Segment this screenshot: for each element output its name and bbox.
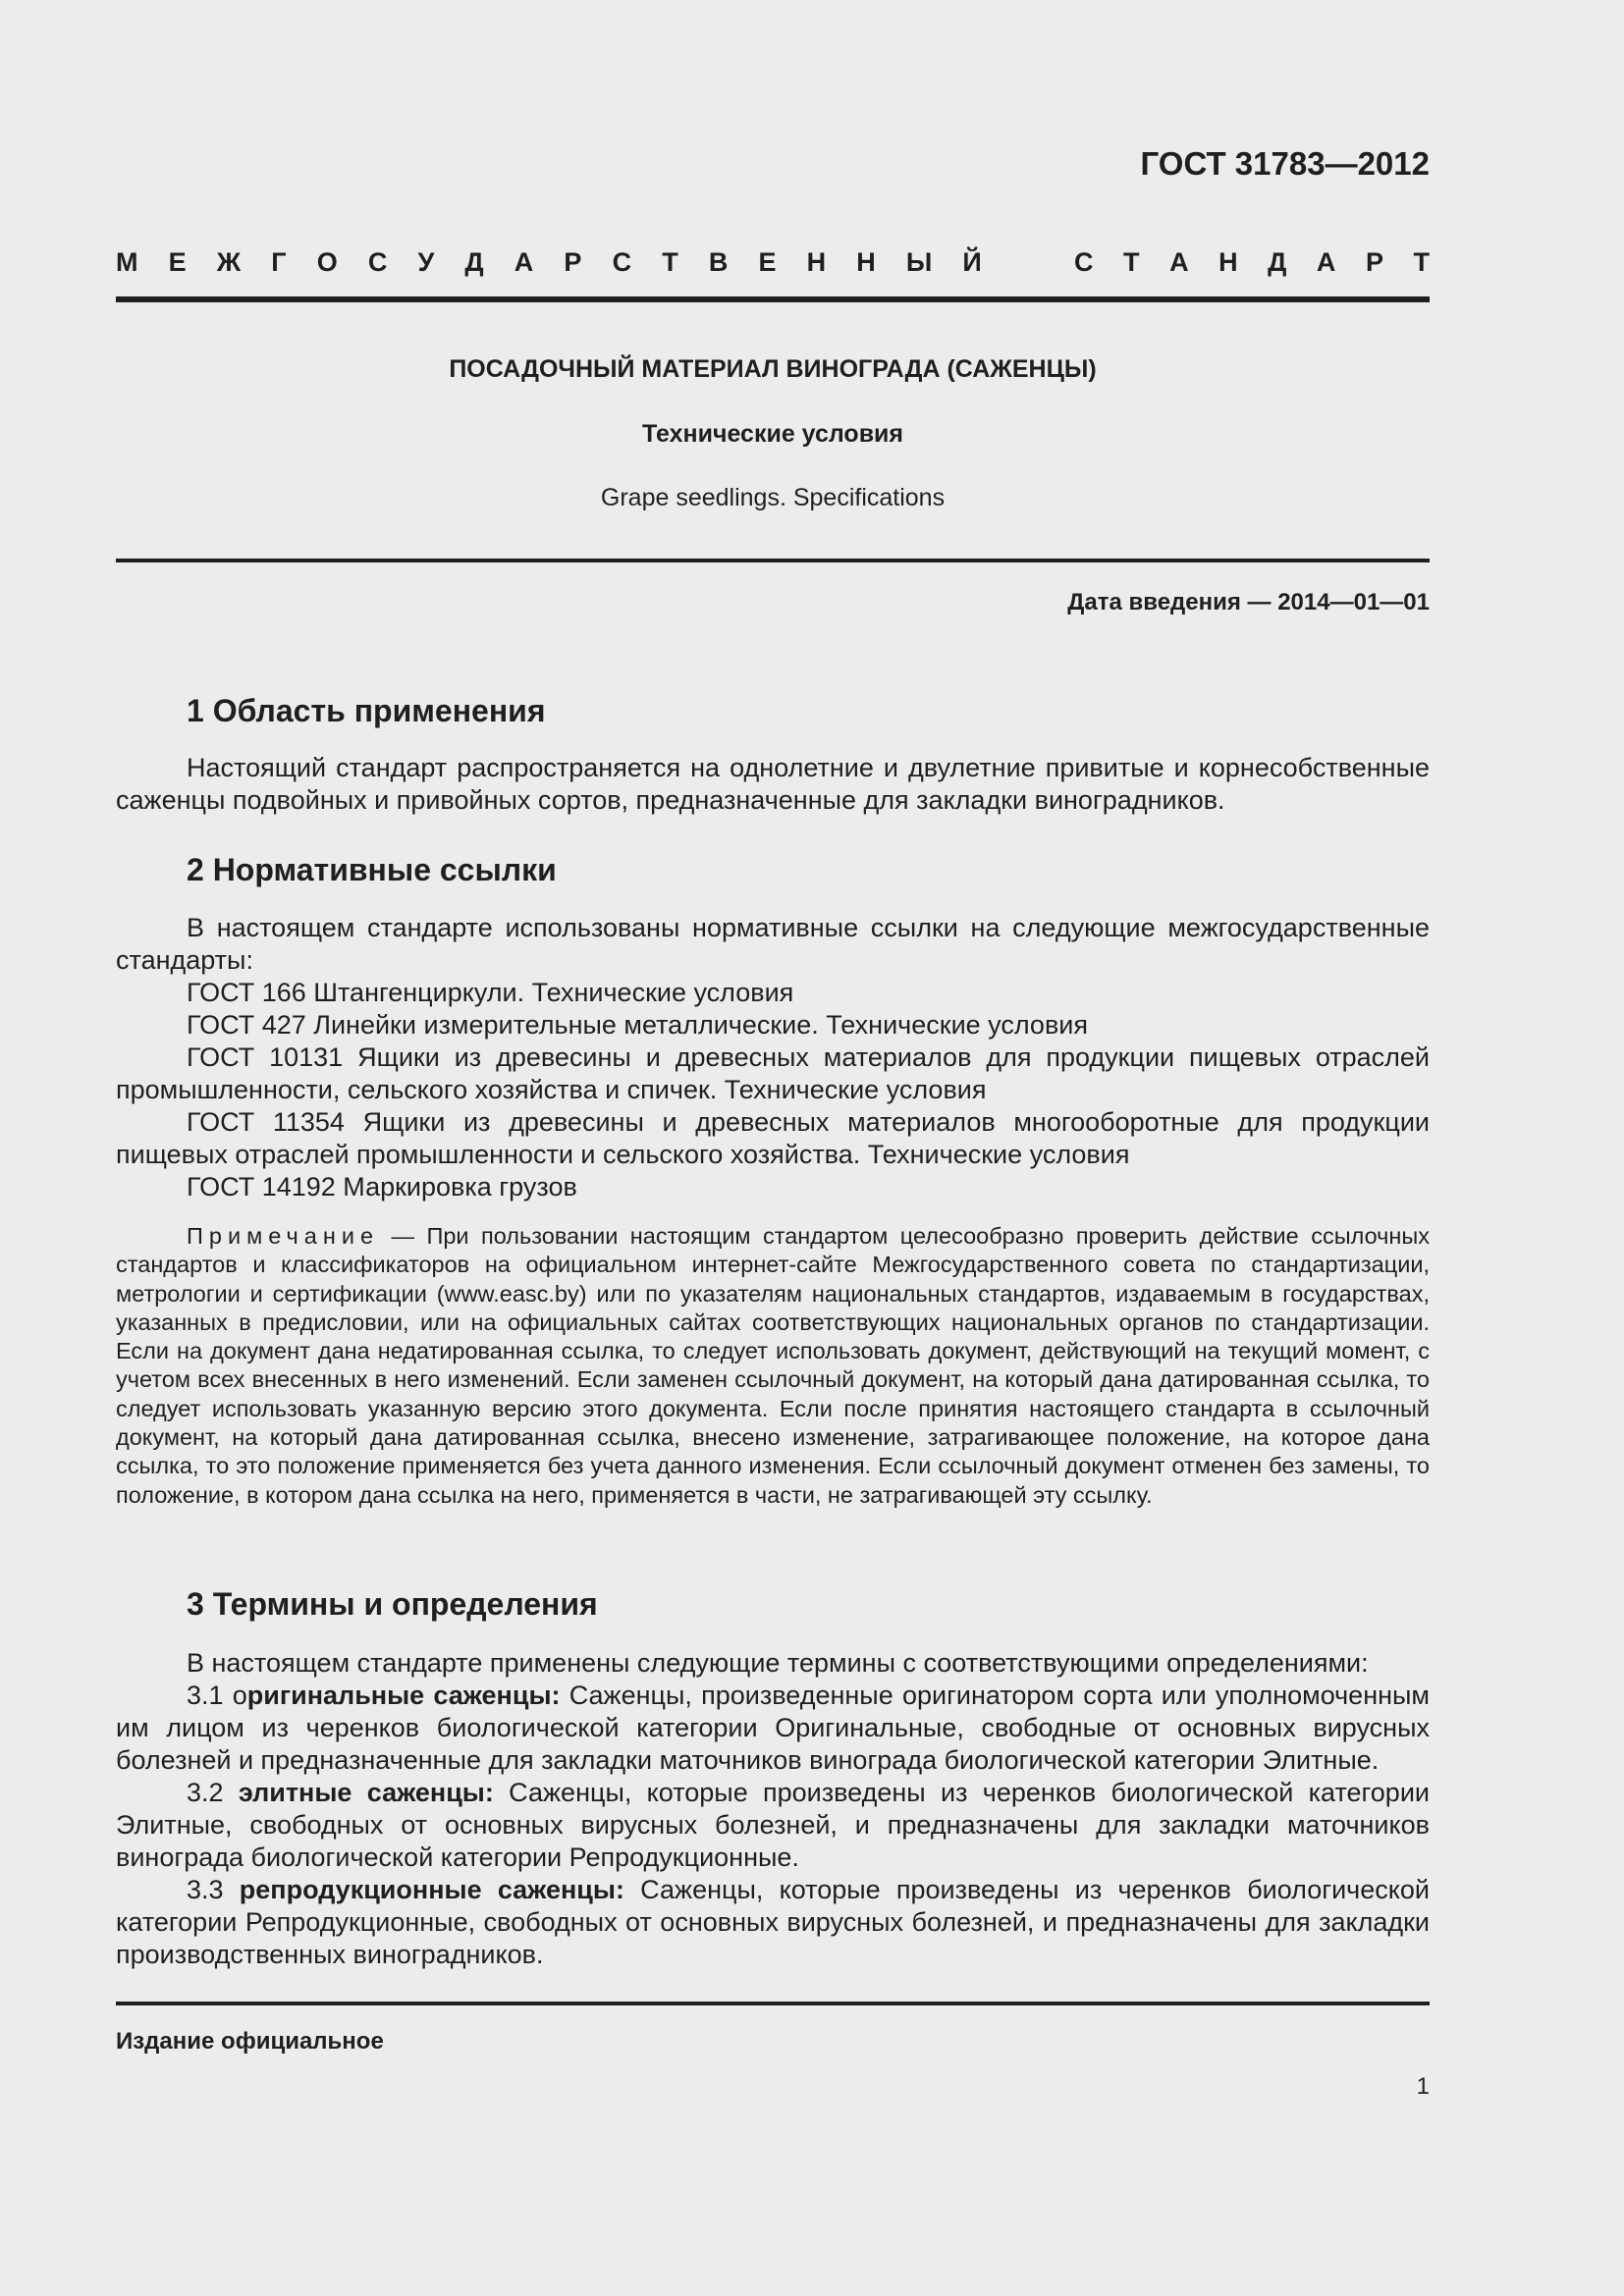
header-letter: А xyxy=(1169,247,1189,277)
term-text: Саженцы, которые произведены из черенков биологической категории Репродукционные, свободных от основных вирусных болезней, и предназначены для закладки производственных виноградников. xyxy=(116,1875,1430,1969)
header-letter: У xyxy=(417,247,435,277)
page-number: 1 xyxy=(1416,2073,1430,2100)
section-3-heading: 3 Термины и определения xyxy=(187,1586,598,1622)
header-letter: Е xyxy=(758,247,777,277)
header-letter: М xyxy=(116,247,138,277)
section-1-text: Настоящий стандарт распространяется на однолетние и двулетние привитые и корнесобственные саженцы подвойных и привойных сортов, предназначенные для закладки виноградников. xyxy=(116,753,1430,815)
section-2-intro: В настоящем стандарте использованы нормативные ссылки на следующие межгосударственные стандарты: xyxy=(116,913,1430,975)
header-letter: А xyxy=(1316,247,1336,277)
term-number: 3.3 xyxy=(187,1875,240,1904)
document-subtitle: Технические условия xyxy=(641,420,904,448)
note-paragraph xyxy=(116,1222,1430,1510)
header-letter: С xyxy=(367,247,388,277)
header-letter: С xyxy=(1074,247,1094,277)
term-number: 3.1 о xyxy=(187,1681,247,1710)
section-2-body xyxy=(116,912,1430,1203)
header-letter: Г xyxy=(271,247,287,277)
standard-type-row xyxy=(116,247,1430,278)
term-text: Саженцы, которые произведены из черенков биологической категории Элитные, свободных от основных вирусных болезней, и предназначены для закладки маточников винограда биологической категории Репродукционные. xyxy=(116,1778,1430,1872)
term-number: 3.2 xyxy=(187,1778,239,1807)
footer-rule xyxy=(116,2002,1430,2005)
header-letter: Т xyxy=(1123,247,1140,277)
header-letter: Ж xyxy=(216,247,242,277)
section-3-body xyxy=(116,1647,1430,1971)
header-letter: Т xyxy=(662,247,678,277)
standard-word-standard xyxy=(1074,247,1430,278)
note-label: Примечание xyxy=(187,1223,380,1249)
reference-item: ГОСТ 11354 Ящики из древесины и древесных материалов многооборотные для продукции пищевых отраслей промышленности и сельского хозяйства. Технические условия xyxy=(116,1107,1430,1169)
term-name: репродукционные саженцы: xyxy=(239,1875,624,1904)
term-definition xyxy=(116,1680,1430,1777)
official-edition-label: Издание официальное xyxy=(116,2028,384,2055)
document-title-english: Grape seedlings. Specifications xyxy=(600,484,946,511)
header-letter: А xyxy=(514,247,534,277)
introduction-date: Дата введения — 2014—01—01 xyxy=(1067,589,1430,615)
title-rule xyxy=(116,559,1430,562)
section-2-heading: 2 Нормативные ссылки xyxy=(187,852,557,887)
references-note xyxy=(116,1222,1430,1510)
header-rule xyxy=(116,296,1430,302)
header-letter: Й xyxy=(962,247,982,277)
note-text: — При пользовании настоящим стандартом целесообразно проверить действие ссылочных стандартов и классификаторов на официальном интернет-сайте Межгосударственного совета по стандартизации, метрологии и сертификации (www.easc.by) или по указателям национальных стандартов, издаваемым в государствах, указанных в предисловии, или на официальных сайтах соответствующих национальных органов по стандартизации. Если на документ дана недатированная ссылка, то следует использовать документ, действующий на текущий момент, с учетом всех внесенных в него изменений. Если заменен ссылочный документ, на который дана датированная ссылка, то следует использовать указанную версию этого документа. Если после принятия настоящего стандарта в ссылочный документ, на который дана датированная ссылка, внесено изменение, затрагивающее положение, на которое дана ссылка, то это положение применяется без учета данного изменения. Если ссылочный документ отменен без замены, то положение, в котором дана ссылка на него, применяется в части, не затрагивающей эту ссылку. xyxy=(116,1223,1430,1508)
reference-item: ГОСТ 10131 Ящики из древесины и древесных материалов для продукции пищевых отраслей промышленности, сельского хозяйства и спичек. Технические условия xyxy=(116,1042,1430,1104)
document-number: ГОСТ 31783—2012 xyxy=(1140,145,1430,182)
term-text: Саженцы, произведенные оригинатором сорта или уполномоченным им лицом из черенков биологической категории Оригинальные, свободные от основных вирусных болезней и предназначенные для закладки маточников винограда биологической категории Элитные. xyxy=(116,1681,1430,1775)
header-letter: Н xyxy=(856,247,876,277)
section-1-body xyxy=(116,752,1430,817)
header-letter: Т xyxy=(1413,247,1430,277)
header-letter: Д xyxy=(1268,247,1287,277)
term-definition xyxy=(116,1874,1430,1971)
header-letter: Е xyxy=(168,247,187,277)
standard-word-interstate xyxy=(116,247,982,278)
header-letter: С xyxy=(612,247,632,277)
term-definition xyxy=(116,1777,1430,1874)
header-letter: Р xyxy=(1365,247,1383,277)
section-1-heading: 1 Область применения xyxy=(187,693,546,728)
header-letter: Д xyxy=(464,247,484,277)
header-letter: О xyxy=(316,247,338,277)
header-letter: Н xyxy=(806,247,827,277)
header-letter: Н xyxy=(1218,247,1238,277)
reference-item: ГОСТ 166 Штангенциркули. Технические условия xyxy=(187,978,794,1007)
term-name: ригинальные саженцы: xyxy=(246,1681,561,1710)
header-letter: Р xyxy=(564,247,582,277)
section-3-intro: В настоящем стандарте применены следующие термины с соответствующими определениями: xyxy=(187,1648,1369,1678)
header-letter: В xyxy=(708,247,729,277)
reference-item: ГОСТ 14192 Маркировка грузов xyxy=(187,1172,577,1201)
header-letter: Ы xyxy=(905,247,933,277)
term-name: элитные саженцы: xyxy=(238,1778,494,1807)
reference-item: ГОСТ 427 Линейки измерительные металлические. Технические условия xyxy=(187,1010,1088,1040)
document-title: ПОСАДОЧНЫЙ МАТЕРИАЛ ВИНОГРАДА (САЖЕНЦЫ) xyxy=(449,355,1097,383)
